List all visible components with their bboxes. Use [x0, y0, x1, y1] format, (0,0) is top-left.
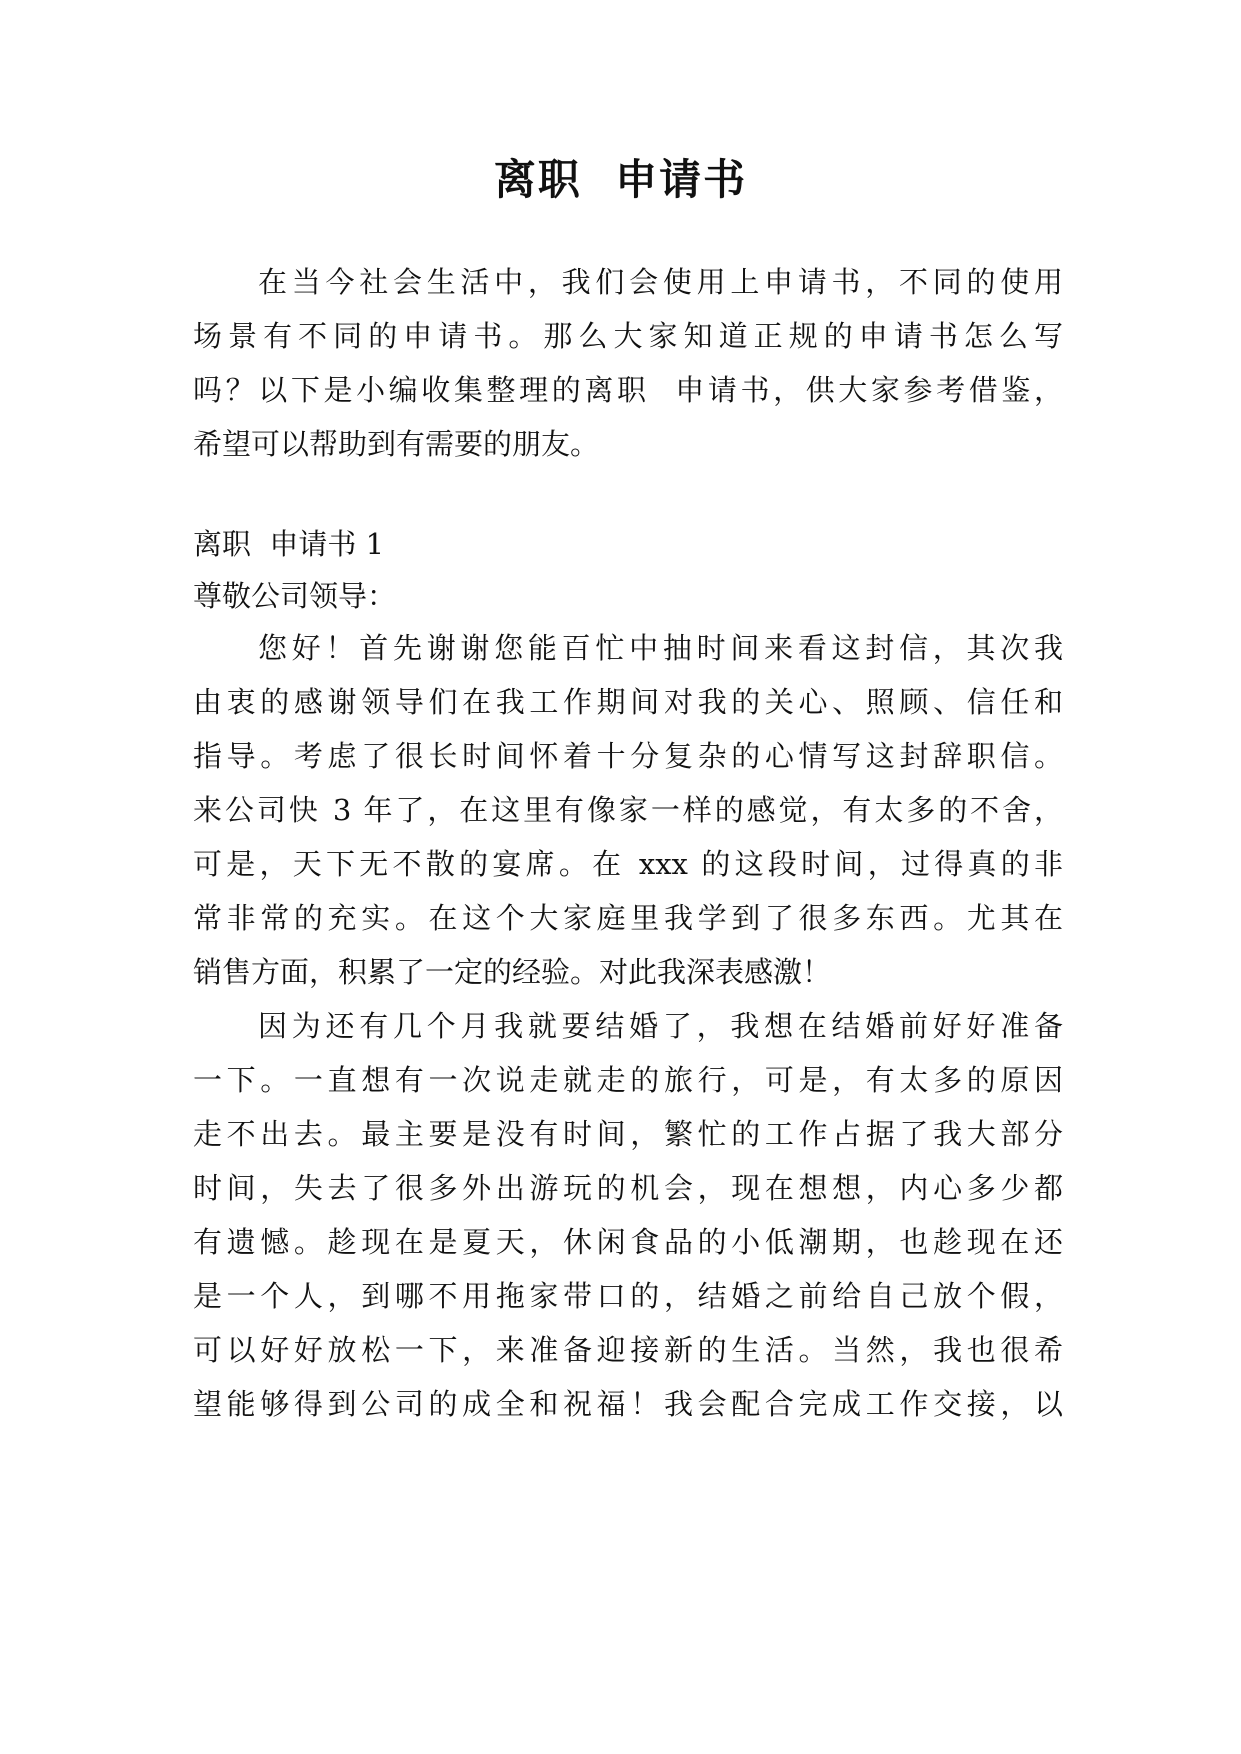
paragraph1-line-1: 您好！首先谢谢您能百忙中抽时间来看这封信，其次我 [258, 631, 1063, 665]
salutation: 尊敬公司领导： [193, 579, 397, 613]
paragraph2-line-2: 一下。一直想有一次说走就走的旅行，可是，有太多的原因 [193, 1063, 1063, 1097]
paragraph2-line-1: 因为还有几个月我就要结婚了，我想在结婚前好好准备 [258, 1009, 1063, 1043]
intro-line-2: 场景有不同的申请书。那么大家知道正规的申请书怎么写 [193, 319, 1063, 353]
paragraph2-line-8: 望能够得到公司的成全和祝福！我会配合完成工作交接，以 [193, 1387, 1063, 1421]
document-title: 离职 申请书 [493, 155, 748, 204]
paragraph2-line-4: 时间，失去了很多外出游玩的机会，现在想想，内心多少都 [193, 1171, 1063, 1205]
paragraph2-line-7: 可以好好放松一下，来准备迎接新的生活。当然，我也很希 [193, 1333, 1063, 1367]
paragraph1-line-6: 常非常的充实。在这个大家庭里我学到了很多东西。尤其在 [193, 901, 1063, 935]
paragraph1-line-7: 销售方面，积累了一定的经验。对此我深表感激！ [193, 955, 832, 989]
paragraph1-line-4: 来公司快 3 年了，在这里有像家一样的感觉，有太多的不舍， [193, 793, 1063, 827]
paragraph2-line-3: 走不出去。最主要是没有时间，繁忙的工作占据了我大部分 [193, 1117, 1063, 1151]
paragraph1-line-3: 指导。考虑了很长时间怀着十分复杂的心情写这封辞职信。 [193, 739, 1063, 773]
intro-line-4: 希望可以帮助到有需要的朋友。 [193, 427, 600, 461]
paragraph2-line-6: 是一个人，到哪不用拖家带口的，结婚之前给自己放个假， [193, 1279, 1063, 1313]
paragraph1-line-5: 可是，天下无不散的宴席。在 xxx 的这段时间，过得真的非 [193, 847, 1063, 881]
paragraph2-line-5: 有遗憾。趁现在是夏天，休闲食品的小低潮期，也趁现在还 [193, 1225, 1063, 1259]
section-heading: 离职 申请书 1 [193, 527, 385, 561]
paragraph1-line-2: 由衷的感谢领导们在我工作期间对我的关心、照顾、信任和 [193, 685, 1063, 719]
intro-line-3: 吗？以下是小编收集整理的离职 申请书，供大家参考借鉴， [193, 373, 1063, 407]
intro-line-1: 在当今社会生活中，我们会使用上申请书，不同的使用 [258, 265, 1063, 299]
